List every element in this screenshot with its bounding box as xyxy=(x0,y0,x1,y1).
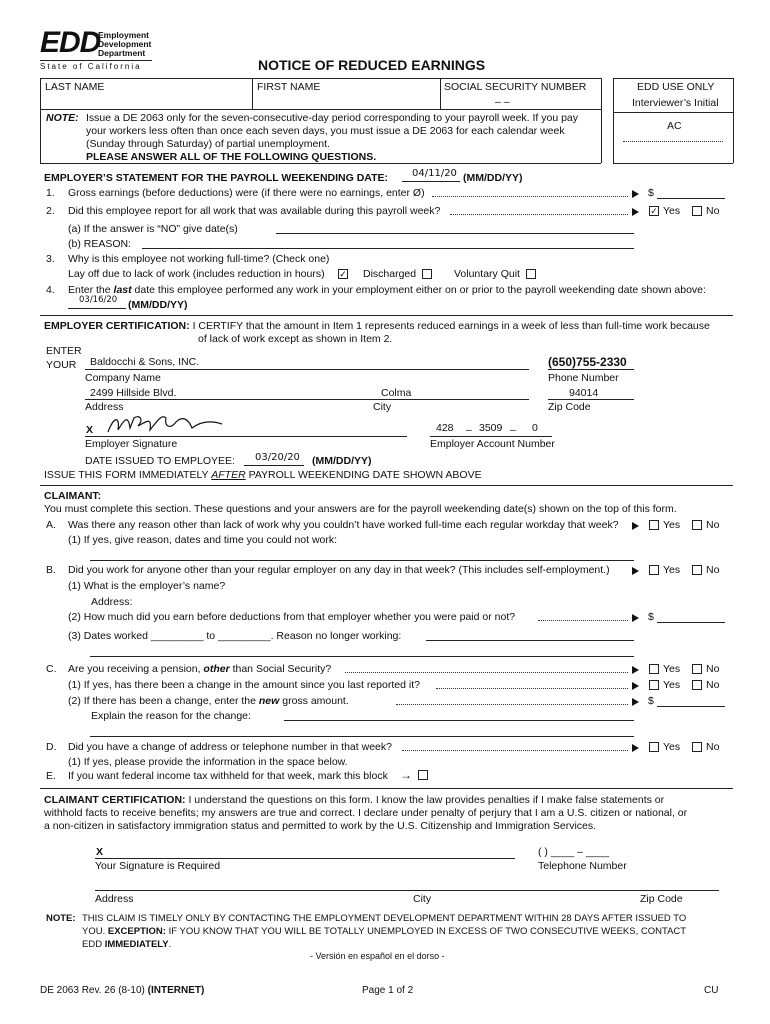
edd-use-only-label: EDD USE ONLY xyxy=(637,81,715,93)
q2b-text: (b) REASON: xyxy=(68,238,132,250)
qB-yes-checkbox[interactable] xyxy=(649,565,659,575)
employer-statement-label: EMPLOYER’S STATEMENT FOR THE PAYROLL WEEKENDING DATE: xyxy=(44,172,388,184)
qC2-text: (2) If there has been a change, enter the new gross amount. xyxy=(68,695,349,707)
qA-no-label: No xyxy=(706,519,720,531)
q3-text: Why is this employee not working full-time? (Check one) xyxy=(68,253,330,265)
city-label: City xyxy=(373,401,392,413)
q3-quit-checkbox[interactable] xyxy=(526,269,536,279)
qA-number: A. xyxy=(46,519,56,531)
address-value[interactable]: 2499 Hillside Blvd. xyxy=(90,387,177,399)
zip-label: Zip Code xyxy=(548,401,591,413)
claimant-phone-label: Telephone Number xyxy=(538,860,627,872)
q2-yes-checkbox[interactable]: ✓ xyxy=(650,206,658,216)
qE-arrow-icon: → xyxy=(400,768,412,782)
logo-line-2: Development xyxy=(98,39,152,49)
issue-immediately-text: ISSUE THIS FORM IMMEDIATELY AFTER PAYROLL WEEKENDING DATE SHOWN ABOVE xyxy=(44,469,482,481)
enter-label: ENTER xyxy=(46,345,82,357)
weekending-date[interactable]: 04/11/20 xyxy=(412,168,457,179)
page-title: NOTICE OF REDUCED EARNINGS xyxy=(258,57,486,73)
address-label: Address xyxy=(85,401,124,413)
qB-text: Did you work for anyone other than your regular employer on any day in that week? (This includes self-employment.) xyxy=(68,564,610,576)
weekending-date-format: (MM/DD/YY) xyxy=(463,172,523,184)
account-sep-2: – xyxy=(510,424,516,436)
qC1-yes-label: Yes xyxy=(663,679,681,691)
note-line-4: PLEASE ANSWER ALL OF THE FOLLOWING QUESTIONS. xyxy=(86,151,377,163)
last-work-date-format: (MM/DD/YY) xyxy=(128,299,188,311)
logo-line-1: Employment xyxy=(98,30,150,40)
qB1-text: (1) What is the employer’s name? xyxy=(68,580,226,592)
your-label: YOUR xyxy=(46,359,77,371)
qB2-field[interactable] xyxy=(657,622,725,623)
qC-number: C. xyxy=(46,663,57,675)
account-label: Employer Account Number xyxy=(430,438,555,450)
logo-state: State of California xyxy=(40,62,142,71)
q3-option-layoff: Lay off due to lack of work (includes reduction in hours) xyxy=(68,268,325,280)
qB-number: B. xyxy=(46,564,56,576)
q1-dollar: $ xyxy=(648,187,654,199)
interviewer-initial-value: AC xyxy=(667,120,682,132)
last-work-date[interactable]: 03/16/20 xyxy=(79,295,118,305)
qE-text: If you want federal income tax withheld for that week, mark this block xyxy=(68,770,388,782)
claimant-signature-field[interactable] xyxy=(95,858,515,859)
form-number: DE 2063 Rev. 26 (8-10) (INTERNET) xyxy=(40,985,205,996)
claimant-signature-label: Your Signature is Required xyxy=(95,860,221,872)
city-value[interactable]: Colma xyxy=(381,387,412,399)
qC-text: Are you receiving a pension, other than Social Security? xyxy=(68,663,332,675)
first-name-label: FIRST NAME xyxy=(257,81,321,93)
qB-no-checkbox[interactable] xyxy=(692,565,702,575)
claimant-cert-line-2: withhold facts to receive benefits; my answers are true and correct. I declare under penalty of perjury that I am a U.S. citizen or national, or xyxy=(44,807,688,819)
date-issued-format: (MM/DD/YY) xyxy=(312,455,372,467)
qD-yes-checkbox[interactable] xyxy=(649,742,659,752)
employer-cert-line-2: of lack of work except as shown in Item 2. xyxy=(198,333,393,345)
qB3-field[interactable] xyxy=(426,640,634,641)
qC2-dollar: $ xyxy=(648,695,654,707)
claimant-address-field[interactable] xyxy=(95,890,719,891)
qC-no-label: No xyxy=(706,663,720,675)
qC1-no-checkbox[interactable] xyxy=(692,680,702,690)
claimant-signature-x: X xyxy=(96,846,104,858)
claimant-address-label: Address xyxy=(95,893,134,905)
qA1-text: (1) If yes, give reason, dates and time you could not work: xyxy=(68,534,338,546)
company-name-value[interactable]: Baldocchi & Sons, INC. xyxy=(90,356,200,368)
date-issued-value[interactable]: 03/20/20 xyxy=(255,452,300,463)
claimant-phone-field[interactable]: ( ) ____ – ____ xyxy=(538,846,610,858)
account-part-2[interactable]: 3509 xyxy=(479,422,503,434)
note-line-3: (Sunday through Saturday) of partial unemployment. xyxy=(86,138,330,150)
company-name-label: Company Name xyxy=(85,372,161,384)
qE-number: E. xyxy=(46,770,56,782)
qC1-no-label: No xyxy=(706,679,720,691)
q3-option-quit: Voluntary Quit xyxy=(454,268,520,280)
qB1-address: Address: xyxy=(91,596,133,608)
qD1-text: (1) If yes, please provide the information in the space below. xyxy=(68,756,348,768)
q2-no-checkbox[interactable] xyxy=(692,206,702,216)
qA-yes-label: Yes xyxy=(663,519,681,531)
account-sep-1: – xyxy=(466,424,472,436)
qC-yes-label: Yes xyxy=(663,663,681,675)
ssn-label: SOCIAL SECURITY NUMBER xyxy=(444,81,587,93)
qC2-explain: Explain the reason for the change: xyxy=(91,710,251,722)
date-issued-label: DATE ISSUED TO EMPLOYEE: xyxy=(85,455,235,467)
spanish-version-note: - Versión en español en el dorso - xyxy=(310,951,445,961)
q1-text: Gross earnings (before deductions) were (if there were no earnings, enter Ø) xyxy=(68,187,425,199)
qB2-text: (2) How much did you earn before deductions from that employer whether you were paid or not? xyxy=(68,611,516,623)
note-line-1: Issue a DE 2063 only for the seven-consecutive-day period corresponding to your payroll week. If you pay xyxy=(86,112,579,124)
interviewer-initial-label: Interviewer’s Initial xyxy=(632,97,719,109)
account-part-3[interactable]: 0 xyxy=(532,422,538,434)
note-line-2: your workers less often than once each seven days, you must issue a DE 2063 for each calendar week xyxy=(86,125,565,137)
claimant-cert-line-3: a non-citizen in satisfactory immigration status and permitted to work by the U.S. Citizenship and Immigration Services. xyxy=(44,820,597,832)
q4-text: Enter the last date this employee performed any work in your employment either on or prior to the payroll weekending date shown above: xyxy=(68,284,706,296)
form-code: CU xyxy=(704,985,719,996)
q3-option-discharged: Discharged xyxy=(363,268,417,280)
ssn-separators: – – xyxy=(495,96,510,108)
qC1-text: (1) If yes, has there been a change in the amount since you last reported it? xyxy=(68,679,420,691)
q1-number: 1. xyxy=(46,187,55,199)
claimant-intro: You must complete this section. These questions and your answers are for the payroll weekending date(s) shown on the top of this form. xyxy=(44,503,677,515)
qB3-text: (3) Dates worked _________ to _________. Reason no longer working: xyxy=(68,630,402,642)
qC2-field[interactable] xyxy=(657,706,725,707)
qD-no-checkbox[interactable] xyxy=(692,742,702,752)
q2-number: 2. xyxy=(46,205,55,217)
footer-note-line-3: EDD IMMEDIATELY. xyxy=(82,939,172,950)
qC1-yes-checkbox[interactable] xyxy=(649,680,659,690)
claimant-label: CLAIMANT: xyxy=(44,490,102,502)
footer-note-line-2: YOU. EXCEPTION: IF YOU KNOW THAT YOU WILL BE TOTALLY UNEMPLOYED IN EXCESS OF TWO CONSECUTIVE WEEKS, CONTACT xyxy=(82,926,687,937)
q2b-field[interactable] xyxy=(142,248,634,249)
qB-yes-label: Yes xyxy=(663,564,681,576)
edd-logo-mark: EDD xyxy=(40,26,101,59)
phone-label: Phone Number xyxy=(548,372,619,384)
q2a-field[interactable] xyxy=(276,233,634,234)
footer-note-line-1: THIS CLAIM IS TIMELY ONLY BY CONTACTING THE EMPLOYMENT DEVELOPMENT DEPARTMENT WITHIN 28 DAYS AFTER ISSUED TO xyxy=(82,913,687,924)
qC-no-checkbox[interactable] xyxy=(692,664,702,674)
claimant-city-label: City xyxy=(413,893,432,905)
employer-signature-label: Employer Signature xyxy=(85,438,178,450)
zip-value[interactable]: 94014 xyxy=(569,387,599,399)
account-part-1[interactable]: 428 xyxy=(436,422,454,434)
page-number: Page 1 of 2 xyxy=(362,985,414,996)
claimant-zip-label: Zip Code xyxy=(640,893,683,905)
qA-no-checkbox[interactable] xyxy=(692,520,702,530)
qD-text: Did you have a change of address or telephone number in that week? xyxy=(68,741,392,753)
qE-withhold-checkbox[interactable] xyxy=(418,770,428,780)
qD-no-label: No xyxy=(706,741,720,753)
qA-text: Was there any reason other than lack of work why you couldn’t have worked full-time each regular workday that week? xyxy=(68,519,619,531)
q2a-text: (a) If the answer is “NO” give date(s) xyxy=(68,223,238,235)
logo-line-3: Department xyxy=(98,48,146,58)
q3-discharged-checkbox[interactable] xyxy=(422,269,432,279)
qD-yes-label: Yes xyxy=(663,741,681,753)
last-name-label: LAST NAME xyxy=(45,81,105,93)
qC-yes-checkbox[interactable] xyxy=(649,664,659,674)
q2-no-label: No xyxy=(706,205,720,217)
note-label: NOTE: xyxy=(46,112,79,124)
employer-cert-line-1: EMPLOYER CERTIFICATION: I CERTIFY that the amount in Item 1 represents reduced earnings in a week of less than full-time work because xyxy=(44,320,710,332)
qB2-dollar: $ xyxy=(648,611,654,623)
q2-yes-label: Yes xyxy=(663,205,681,217)
footer-note-label: NOTE: xyxy=(46,913,76,924)
q2-text: Did this employee report for all work that was available during this payroll week? xyxy=(68,205,441,217)
qC2-explain-field[interactable] xyxy=(284,720,634,721)
qB-no-label: No xyxy=(706,564,720,576)
employer-signature-x: X xyxy=(86,424,94,436)
claimant-cert-line-1: CLAIMANT CERTIFICATION: I understand the questions on this form. I know the law provides penalties if I make false statements or xyxy=(44,794,665,806)
q3-layoff-checkbox[interactable]: ✓ xyxy=(339,269,347,279)
q4-number: 4. xyxy=(46,284,55,296)
qA1-field[interactable] xyxy=(90,560,634,561)
qA-yes-checkbox[interactable] xyxy=(649,520,659,530)
qD-number: D. xyxy=(46,741,57,753)
q1-earnings-field[interactable] xyxy=(657,198,725,199)
q3-number: 3. xyxy=(46,253,55,265)
phone-value[interactable]: (650)755-2330 xyxy=(548,355,627,369)
